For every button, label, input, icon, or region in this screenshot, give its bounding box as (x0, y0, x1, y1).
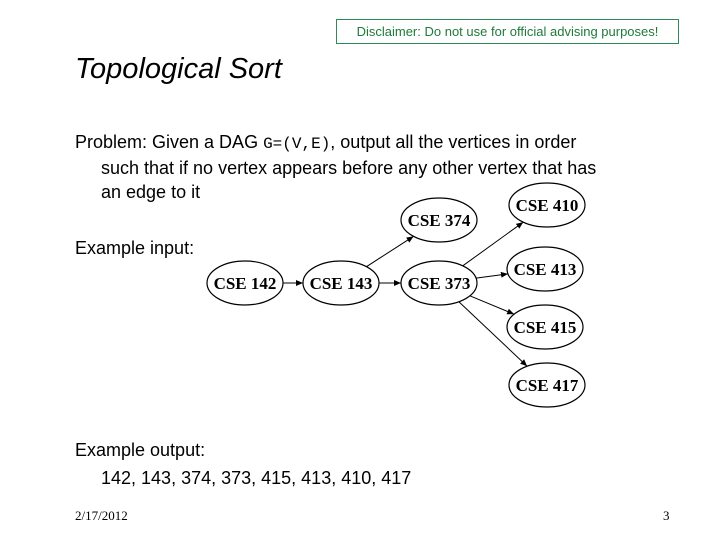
problem-code: G=(V,E) (263, 135, 331, 153)
disclaimer-box: Disclaimer: Do not use for official advising purposes! (336, 19, 679, 44)
node-n142 (207, 261, 283, 305)
slide-title: Topological Sort (75, 53, 282, 85)
node-label: CSE 374 (407, 211, 471, 230)
problem-line-3: an edge to it (101, 182, 201, 202)
node-n415 (507, 305, 583, 349)
node-label: CSE 415 (513, 318, 577, 337)
node-label: CSE 410 (515, 196, 579, 215)
problem-suffix: , output all the vertices in order (330, 132, 577, 152)
node-label: CSE 373 (407, 274, 471, 293)
node-label: CSE 142 (213, 274, 277, 293)
edge-n373-n415 (470, 296, 514, 314)
footer-date: 2/17/2012 (75, 508, 128, 523)
node-label: CSE 417 (515, 376, 579, 395)
node-n413 (507, 247, 583, 291)
node-n374 (401, 198, 477, 242)
example-output-values: 142, 143, 374, 373, 415, 413, 410, 417 (101, 468, 412, 488)
node-n143 (303, 261, 379, 305)
node-label: CSE 143 (309, 274, 373, 293)
graph-nodes (207, 183, 585, 407)
example-output-label: Example output: (75, 440, 206, 460)
node-label: CSE 413 (513, 260, 577, 279)
edge-n143-n374 (366, 236, 413, 266)
problem-prefix: Problem: Given a DAG (75, 132, 264, 152)
node-n410 (509, 183, 585, 227)
problem-line-2: such that if no vertex appears before any other vertex that has (101, 158, 597, 178)
node-n417 (509, 363, 585, 407)
edge-n373-n413 (476, 274, 508, 278)
page-number: 3 (663, 508, 670, 523)
node-n373 (401, 261, 477, 305)
example-input-label: Example input: (75, 238, 195, 258)
